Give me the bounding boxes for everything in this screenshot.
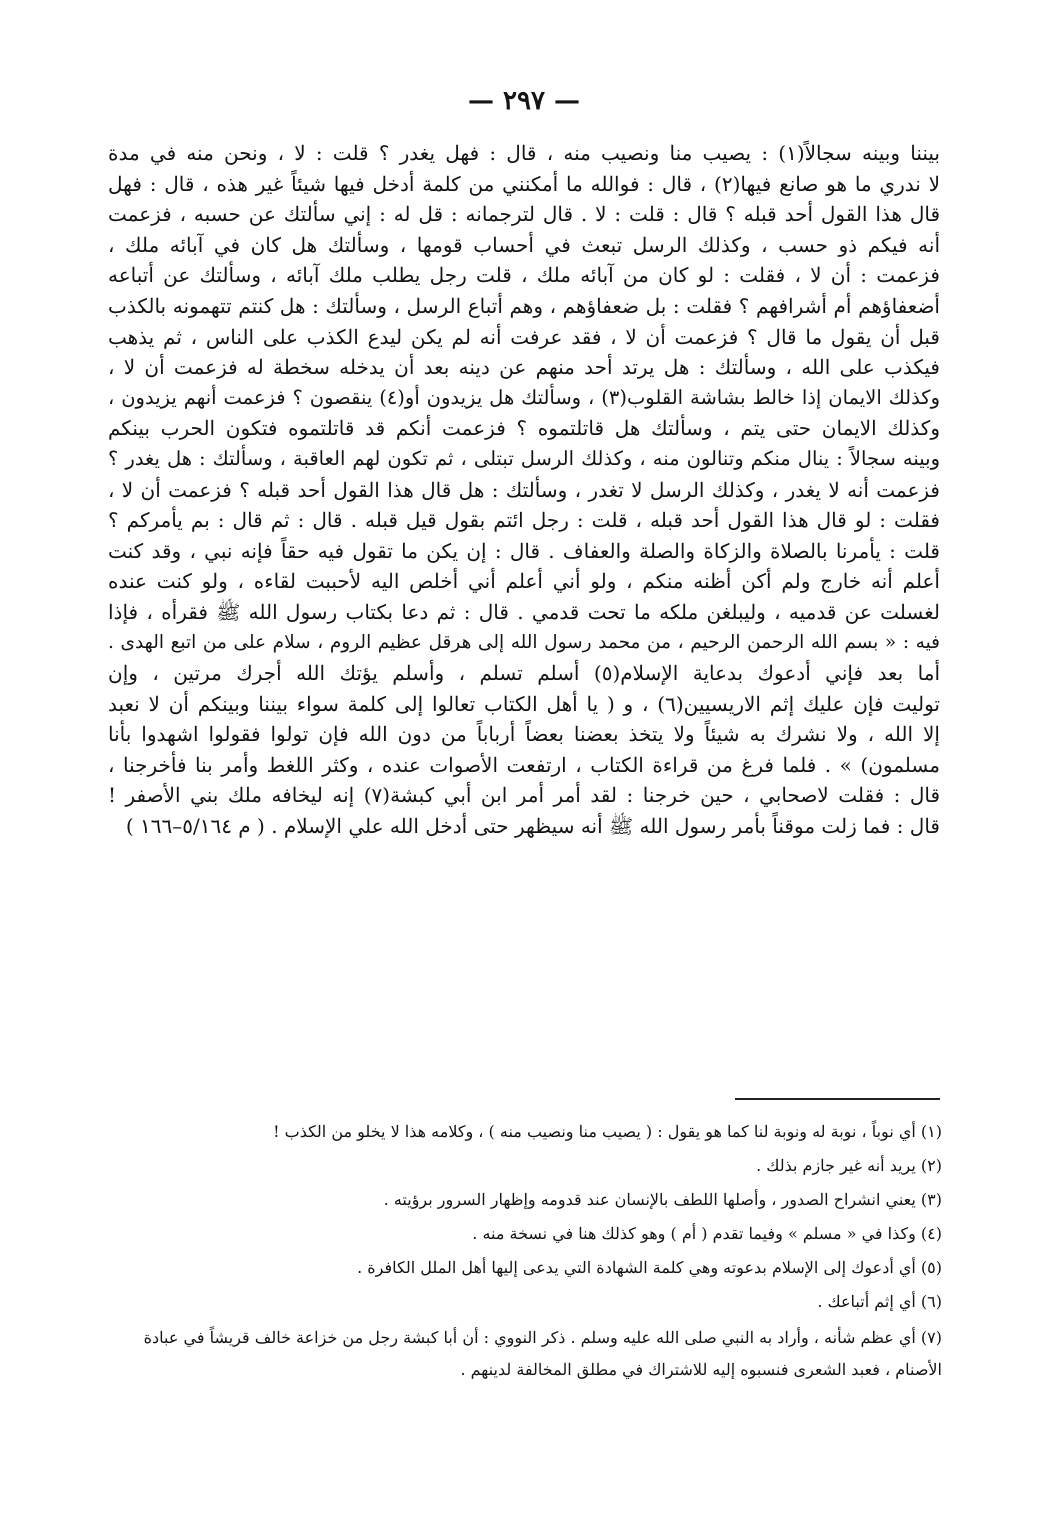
footnote: (١) أي نوباً ، نوبة له ونوبة لنا كما هو يقول : ( يصيب منا ونصيب منه ) ، وكلامه هذا لا يخلو من الكذب ! [273,1122,942,1141]
text-line: فزعمت : أن لا ، فقلت : لو كان من آبائه ملك ، قلت رجل يطلب ملك آبائه ، وسألتك عن أتباعه [108,263,940,288]
text-line: لغسلت عن قدميه ، وليبلغن ملكه ما تحت قدمي . قال : ثم دعا بكتاب رسول الله ﷺ فقرأه ، فإذا [108,599,940,624]
footnote-divider [735,1098,940,1100]
page-number: — ٢٩٧ — [467,86,581,116]
text-line: قال : فما زلت موقناً بأمر رسول الله ﷺ أنه سيظهر حتى أدخل الله علي الإسلام . ( م ٥/١٦٤–١٦٦ ) [125,814,940,839]
footnote: (٧) أي عظم شأنه ، وأراد به النبي صلى الله عليه وسلم . ذكر النووي : أن أبا كبشة رجل من خزاعة خالف قريشاً في عبادة الأصنام ، فعبد الشعرى فنسبوه إليه للاشتراك في مطلق المخالفة لدينهم . [143,1328,942,1379]
text-line: وكذلك الايمان حتى يتم ، وسألتك هل قاتلتموه ؟ فزعمت أنكم قد قاتلتموه فتكون الحرب بينكم [108,416,940,441]
text-line: فيه : « بسم الله الرحمن الرحيم ، من محمد رسول الله إلى هرقل عظيم الروم ، سلام على من اتبع الهدى . [108,631,940,653]
text-line: أضعفاؤهم أم أشرافهم ؟ فقلت : بل ضعفاؤهم ، وهم أتباع الرسل ، وسألتك : هل كنتم تتهمونه بالكذب [108,293,940,318]
text-line: إلا الله ، ولا نشرك به شيئاً ولا يتخذ بعضنا بعضاً أرباباً من دون الله فإن تولوا فقولوا اشهدوا بأنا [108,722,940,747]
text-line: توليت فإن عليك إثم الاريسيين(٦) ، و ( يا أهل الكتاب تعالوا إلى كلمة سواء بيننا وبينكم أن لا نعبد [108,691,940,716]
text-line: مسلمون) » . فلما فرغ من قراءة الكتاب ، ارتفعت الأصوات عنده ، وكثر اللغط وأمر بنا فأخرجنا ، [108,752,940,777]
text-line: وبينه سجالاً : ينال منكم وتنالون منه ، وكذلك الرسل تبتلى ، ثم تكون لهم العاقبة ، وسألتك : هل يغدر ؟ [108,446,940,470]
main-text-block [108,138,940,842]
text-line: فيكذب على الله ، وسألتك : هل يرتد أحد منهم عن دينه بعد أن يدخله سخطة له فزعمت أن لا ، [108,355,940,380]
footnote: (٢) يريد أنه غير جازم بذلك . [756,1156,942,1175]
text-line: قال هذا القول أحد قبله ؟ قال : قلت : لا . قال لترجمانه : قل له : إني سألتك عن حسبه ، فزعمت [108,202,940,227]
text-line: بيننا وبينه سجالاً(١) : يصيب منا ونصيب منه ، قال : فهل يغدر ؟ قلت : لا ، ونحن منه في مدة [108,141,940,165]
footnote: (٦) أي إثم أتباعك . [817,1292,942,1311]
text-line: لا ندري ما هو صانع فيها(٢) ، قال : فوالله ما أمكنني من كلمة أدخل فيها شيئاً غير هذه ، قال : فهل [108,171,940,196]
text-line: فقلت : لو قال هذا القول أحد قبله ، قلت : رجل ائتم بقول قيل قبله . قال : ثم قال : بم يأمركم ؟ [108,508,940,533]
footnote: (٤) وكذا في « مسلم » وفيما تقدم ( أم ) وهو كذلك هنا في نسخة منه . [472,1224,942,1243]
text-line: قال : فقلت لاصحابي ، حين خرجنا : لقد أمر أمر ابن أبي كبشة(٧) إنه ليخافه ملك بني الأصفر ! [108,783,940,808]
text-line: أما بعد فإني أدعوك بدعاية الإسلام(٥) أسلم تسلم ، وأسلم يؤتك الله أجرك مرتين ، وإن [108,661,940,686]
text-line: فزعمت أنه لا يغدر ، وكذلك الرسل لا تغدر ، وسألتك : هل قال هذا القول أحد قبله ؟ فزعمت أن لا ، [108,477,940,502]
text-line: وكذلك الايمان إذا خالط بشاشة القلوب(٣) ، وسألتك هل يزيدون أو(٤) ينقصون ؟ فزعمت أنهم يزيدون ، [108,385,940,409]
footnotes-block [100,1118,942,1393]
text-line: أعلم أنه خارج ولم أكن أظنه منكم ، ولو أني أعلم أني أخلص اليه لأحببت لقاءه ، ولو كنت عنده [108,569,940,594]
text-line: قبل أن يقول ما قال ؟ فزعمت أن لا ، فقد عرفت أنه لم يكن ليدع الكذب على الناس ، ثم يذهب [108,324,940,349]
text-line: قلت : يأمرنا بالصلاة والزكاة والصلة والعفاف . قال : إن يكن ما تقول فيه حقاً فإنه نبي ، وقد كنت [108,538,940,563]
footnote: (٥) أي أدعوك إلى الإسلام بدعوته وهي كلمة الشهادة التي يدعى إليها أهل الملل الكافرة . [357,1258,942,1277]
text-line: أنه فيكم ذو حسب ، وكذلك الرسل تبعث في أحساب قومها ، وسألتك هل كان في آبائه ملك ، [108,232,940,257]
footnote: (٣) يعني انشراح الصدور ، وأصلها اللطف بالإنسان عند قدومه وإظهار السرور برؤيته . [383,1190,942,1209]
